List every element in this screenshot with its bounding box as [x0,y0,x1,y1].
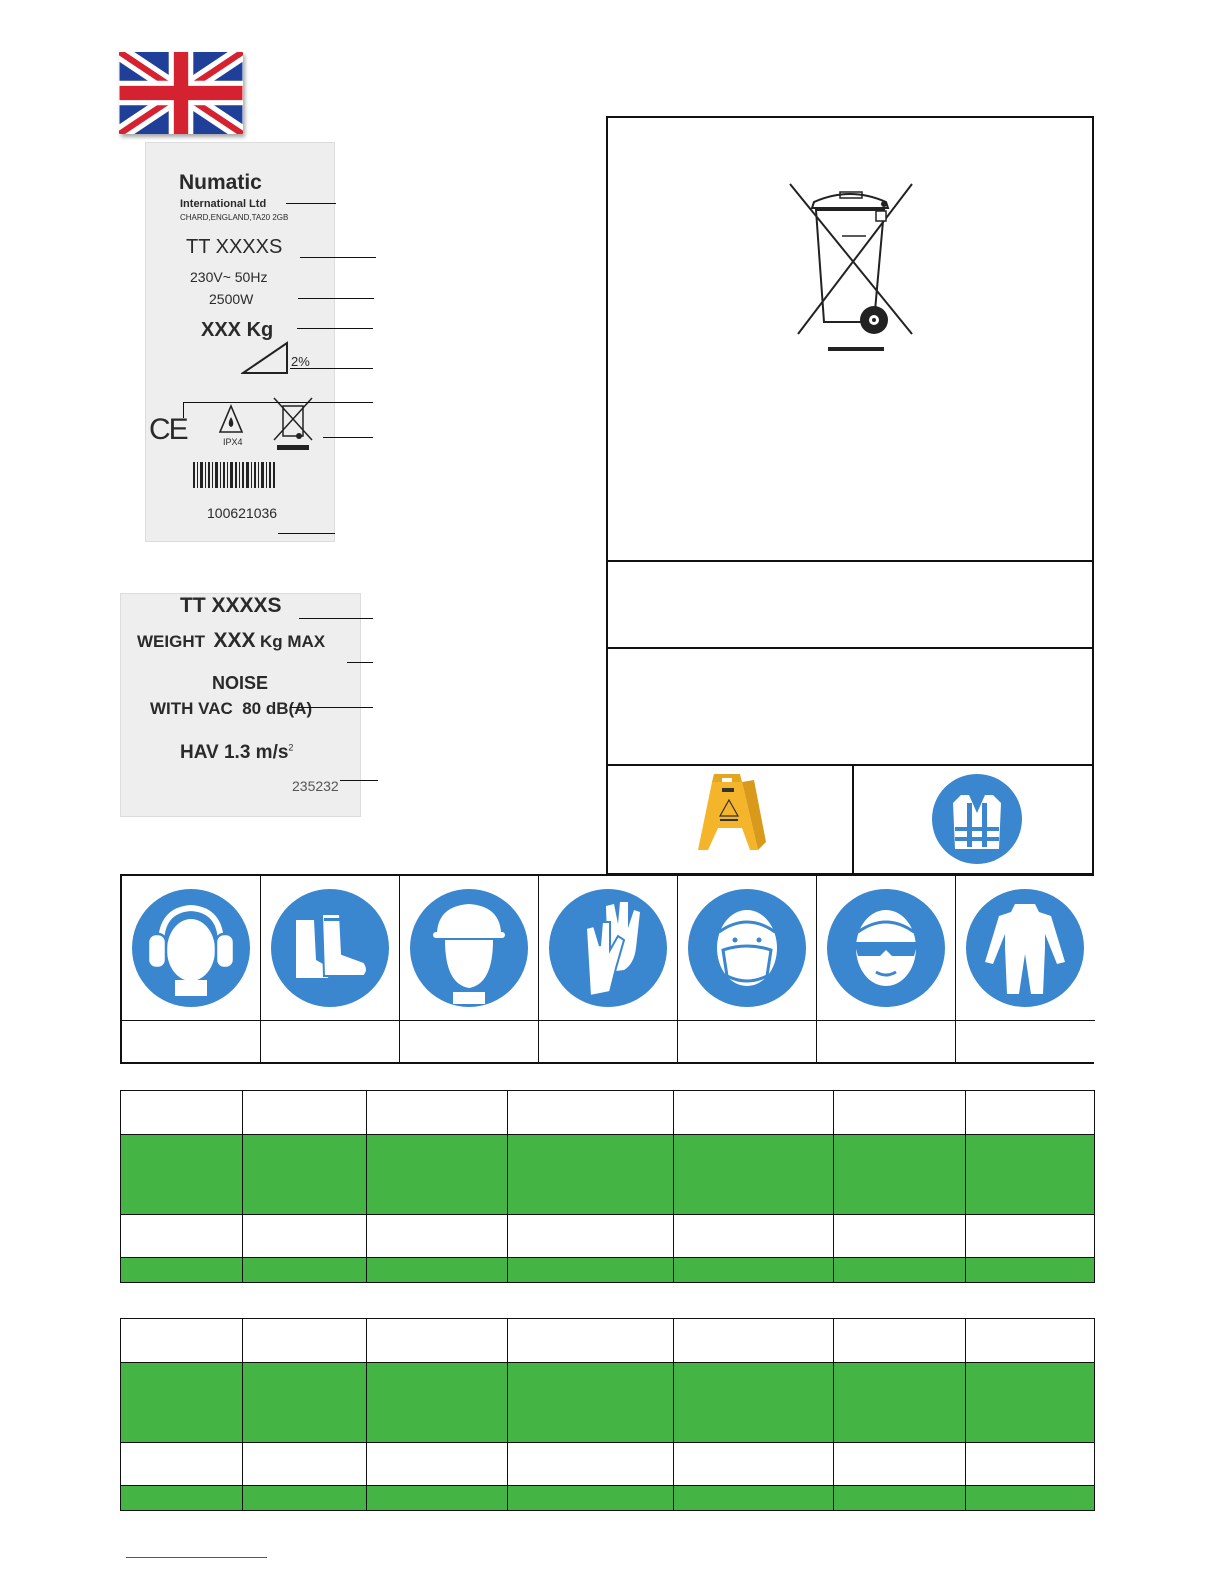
gloves-icon [548,888,668,1008]
hard-hat-icon [409,888,529,1008]
table-row [121,1319,1095,1363]
spec-table-2 [120,1318,1095,1511]
model-number: TT XXXXS [186,236,283,258]
ipx-rating: IPX4 [223,437,243,447]
spec-model-number: TT XXXXS [180,594,282,617]
company-address: CHARD,ENGLAND,TA20 2GB [180,213,289,222]
noise-title: NOISE [212,673,269,693]
max-slope: 2% [291,354,310,369]
info-box-1 [606,560,1094,649]
ppe-label-cell [539,1020,678,1064]
table-row [121,1363,1095,1443]
ce-mark: CE [149,413,187,446]
ppe-cell [817,876,956,1020]
slope-icon [241,341,289,377]
spec-table-1 [120,1090,1095,1283]
table-row [121,1443,1095,1486]
ppe-label-cell [400,1020,539,1064]
ppe-table [120,874,1094,1064]
voltage-rating: 230V~ 50Hz [190,269,268,285]
weight-value: XXX [213,629,256,652]
ear-protection-icon [131,888,251,1008]
ppe-label-cell [678,1020,817,1064]
overalls-icon [965,888,1085,1008]
footer-link[interactable] [126,1557,267,1558]
info-box-2 [606,647,1094,766]
leader-line [290,368,373,369]
brand-name: Numatic [179,171,262,194]
uk-flag-icon [119,52,243,134]
ppe-cell [956,876,1095,1020]
wet-floor-cell [606,764,854,875]
ppe-cell [261,876,400,1020]
weight-prefix: WEIGHT [137,632,205,651]
power-rating: 2500W [209,291,254,307]
leader-line [347,662,373,663]
hi-vis-cell [852,764,1094,875]
leader-line [298,298,374,299]
table-row [121,1258,1095,1283]
ppe-cell [678,876,817,1020]
leader-line [183,402,373,403]
weee-panel [606,116,1094,562]
ppe-label-cell [817,1020,956,1064]
ppe-label-cell [122,1020,261,1064]
ppe-label-cell [261,1020,400,1064]
leader-line [286,203,336,204]
crossed-out-wheelie-bin-icon [784,178,920,358]
leader-line [300,257,376,258]
leader-line [278,533,335,534]
serial-number: 100621036 [207,505,278,521]
dust-mask-icon [687,888,807,1008]
ppe-cell [400,876,539,1020]
ppe-label-cell [956,1020,1095,1064]
safety-glasses-icon [826,888,946,1008]
weee-small-icon [271,396,315,452]
rating-label-image [145,142,335,542]
barcode [193,462,277,488]
machine-weight: XXX Kg [201,319,274,341]
ppe-cell [539,876,678,1020]
leader-line [299,618,373,619]
spec-code: 235232 [292,778,339,794]
table-row [121,1091,1095,1135]
weight-suffix: Kg MAX [259,632,326,651]
hi-vis-vest-icon [931,773,1023,865]
hav-exponent: 2 [288,742,294,753]
ppe-cell [122,876,261,1020]
noise-value: WITH VAC 80 dB(A) [150,699,313,718]
wet-floor-sign-icon [696,770,768,852]
leader-line [297,328,373,329]
ipx4-icon [218,404,244,434]
leader-line [290,707,373,708]
spec-label-image [120,593,361,817]
safety-boots-icon [270,888,390,1008]
company-name: International Ltd [180,198,267,210]
hav-value: HAV 1.3 $m/s^2$ [180,742,294,763]
table-row [121,1215,1095,1258]
leader-line [340,780,378,781]
leader-line [183,402,184,418]
table-row [121,1486,1095,1511]
leader-line [323,437,373,438]
table-row [121,1135,1095,1215]
